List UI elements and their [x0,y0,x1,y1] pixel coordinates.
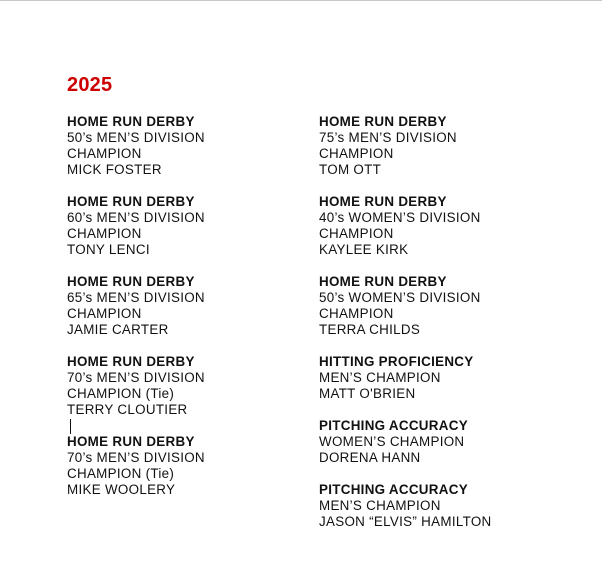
award-title: CHAMPION [67,306,142,321]
award-winner: JAMIE CARTER [67,322,169,337]
empty-paragraph[interactable] [67,418,317,434]
award-heading: HOME RUN DERBY [67,354,195,369]
award-division: 50’s WOMEN’S DIVISION [319,290,481,305]
award-title: CHAMPION [319,226,394,241]
award-heading: HOME RUN DERBY [67,114,195,129]
award-entry [67,114,317,178]
award-winner: DORENA HANN [319,450,421,465]
award-entry [319,354,569,402]
award-title: WOMEN’S CHAMPION [319,434,465,449]
award-heading: HOME RUN DERBY [319,194,447,209]
award-heading: HOME RUN DERBY [67,434,195,449]
award-division: 70’s MEN’S DIVISION [67,450,205,465]
award-heading: PITCHING ACCURACY [319,418,468,433]
award-title: CHAMPION (Tie) [67,386,175,401]
award-entry [319,194,569,258]
award-heading: HOME RUN DERBY [67,274,195,289]
award-entry [67,194,317,258]
award-title: MEN’S CHAMPION [319,370,441,385]
award-entry [319,114,569,178]
text-cursor [70,419,71,434]
year-heading: 2025 [67,74,113,96]
award-heading: HOME RUN DERBY [319,274,447,289]
right-column [319,114,569,530]
award-winner: KAYLEE KIRK [319,242,409,257]
award-division: 65’s MEN’S DIVISION [67,290,205,305]
award-title: CHAMPION [67,226,142,241]
award-entry [319,274,569,338]
award-title: CHAMPION [319,146,394,161]
award-entry [67,434,317,498]
award-heading: PITCHING ACCURACY [319,482,468,497]
award-winner: TERRY CLOUTIER [67,402,188,417]
award-entry [67,274,317,338]
award-division: 75’s MEN’S DIVISION [319,130,457,145]
award-winner: MICK FOSTER [67,162,162,177]
award-entry [319,418,569,466]
award-winner: TOM OTT [319,162,382,177]
award-title: MEN’S CHAMPION [319,498,441,513]
award-winner: MIKE WOOLERY [67,482,176,497]
award-entry [67,354,317,418]
left-column [67,114,317,514]
award-division: 60’s MEN’S DIVISION [67,210,205,225]
award-heading: HITTING PROFICIENCY [319,354,474,369]
award-division: 70’s MEN’S DIVISION [67,370,205,385]
award-winner: JASON “ELVIS” HAMILTON [319,514,492,529]
award-entry [319,482,569,530]
top-divider [0,0,602,1]
award-winner: TONY LENCI [67,242,150,257]
award-heading: HOME RUN DERBY [319,114,447,129]
award-division: 40’s WOMEN’S DIVISION [319,210,481,225]
award-heading: HOME RUN DERBY [67,194,195,209]
award-winner: MATT O'BRIEN [319,386,416,401]
award-title: CHAMPION (Tie) [67,466,175,481]
award-division: 50’s MEN’S DIVISION [67,130,205,145]
award-winner: TERRA CHILDS [319,322,421,337]
award-title: CHAMPION [319,306,394,321]
award-title: CHAMPION [67,146,142,161]
